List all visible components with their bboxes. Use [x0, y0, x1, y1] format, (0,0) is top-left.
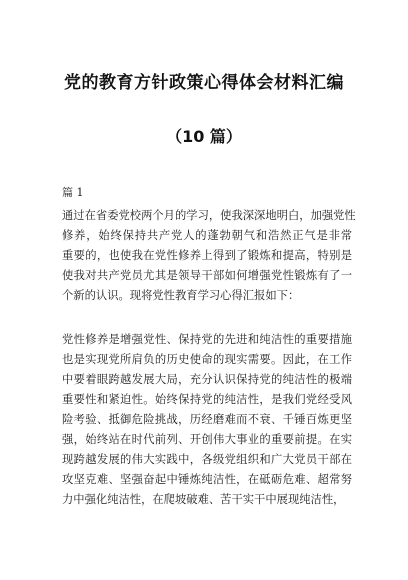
paragraph-2 [62, 330, 352, 510]
paragraph-1 [62, 206, 356, 306]
paragraph-line: 个新的认识。现将党性教育学习心得汇报如下： [62, 289, 300, 302]
paragraph-line: 强，始终站在时代前列、开创伟大事业的重要前提。在实 [62, 433, 352, 446]
paragraph-line: 通过在省委党校两个月的学习，使我深深地明白，加强党性 [62, 209, 356, 222]
paragraph-line: 现跨越发展的伟大实践中，各级党组织和广大党员干部在 [62, 453, 352, 466]
document-title: 党的教育方针政策心得体会材料汇编 [64, 73, 344, 93]
paragraph-line: 险考验、抵御危险挑战，历经磨难而不衰、千锤百炼更坚 [62, 413, 352, 426]
paragraph-line: 党性修养是增强党性、保持党的先进和纯洁性的重要措施 [62, 333, 352, 346]
section-label: 篇 1 [62, 186, 84, 199]
paragraph-line: 力中强化纯洁性，在爬坡破难、苦干实干中展现纯洁性， [62, 493, 345, 506]
paragraph-line: 攻坚克难、坚强奋起中锤炼纯洁性，在砥砺危难、超常努 [62, 473, 352, 486]
paragraph-line: 使我对共产党员尤其是领导干部如何增强党性锻炼有了一 [62, 269, 352, 282]
document-subtitle: （10 篇） [166, 127, 242, 146]
paragraph-line: 也是实现党所肩负的历史使命的现实需要。因此，在工作 [62, 353, 352, 366]
paragraph-line: 重要的，也使我在党性修养上得到了锻炼和提高，特别是 [62, 249, 352, 262]
paragraph-line: 重要性和紧迫性。始终保持党的纯洁性，是我们党经受风 [62, 393, 352, 406]
paragraph-line: 中要着眼跨越发展大局，充分认识保持党的纯洁性的极端 [62, 373, 352, 386]
paragraph-line: 修养，始终保持共产党人的蓬勃朝气和浩然正气是非常 [62, 229, 352, 242]
